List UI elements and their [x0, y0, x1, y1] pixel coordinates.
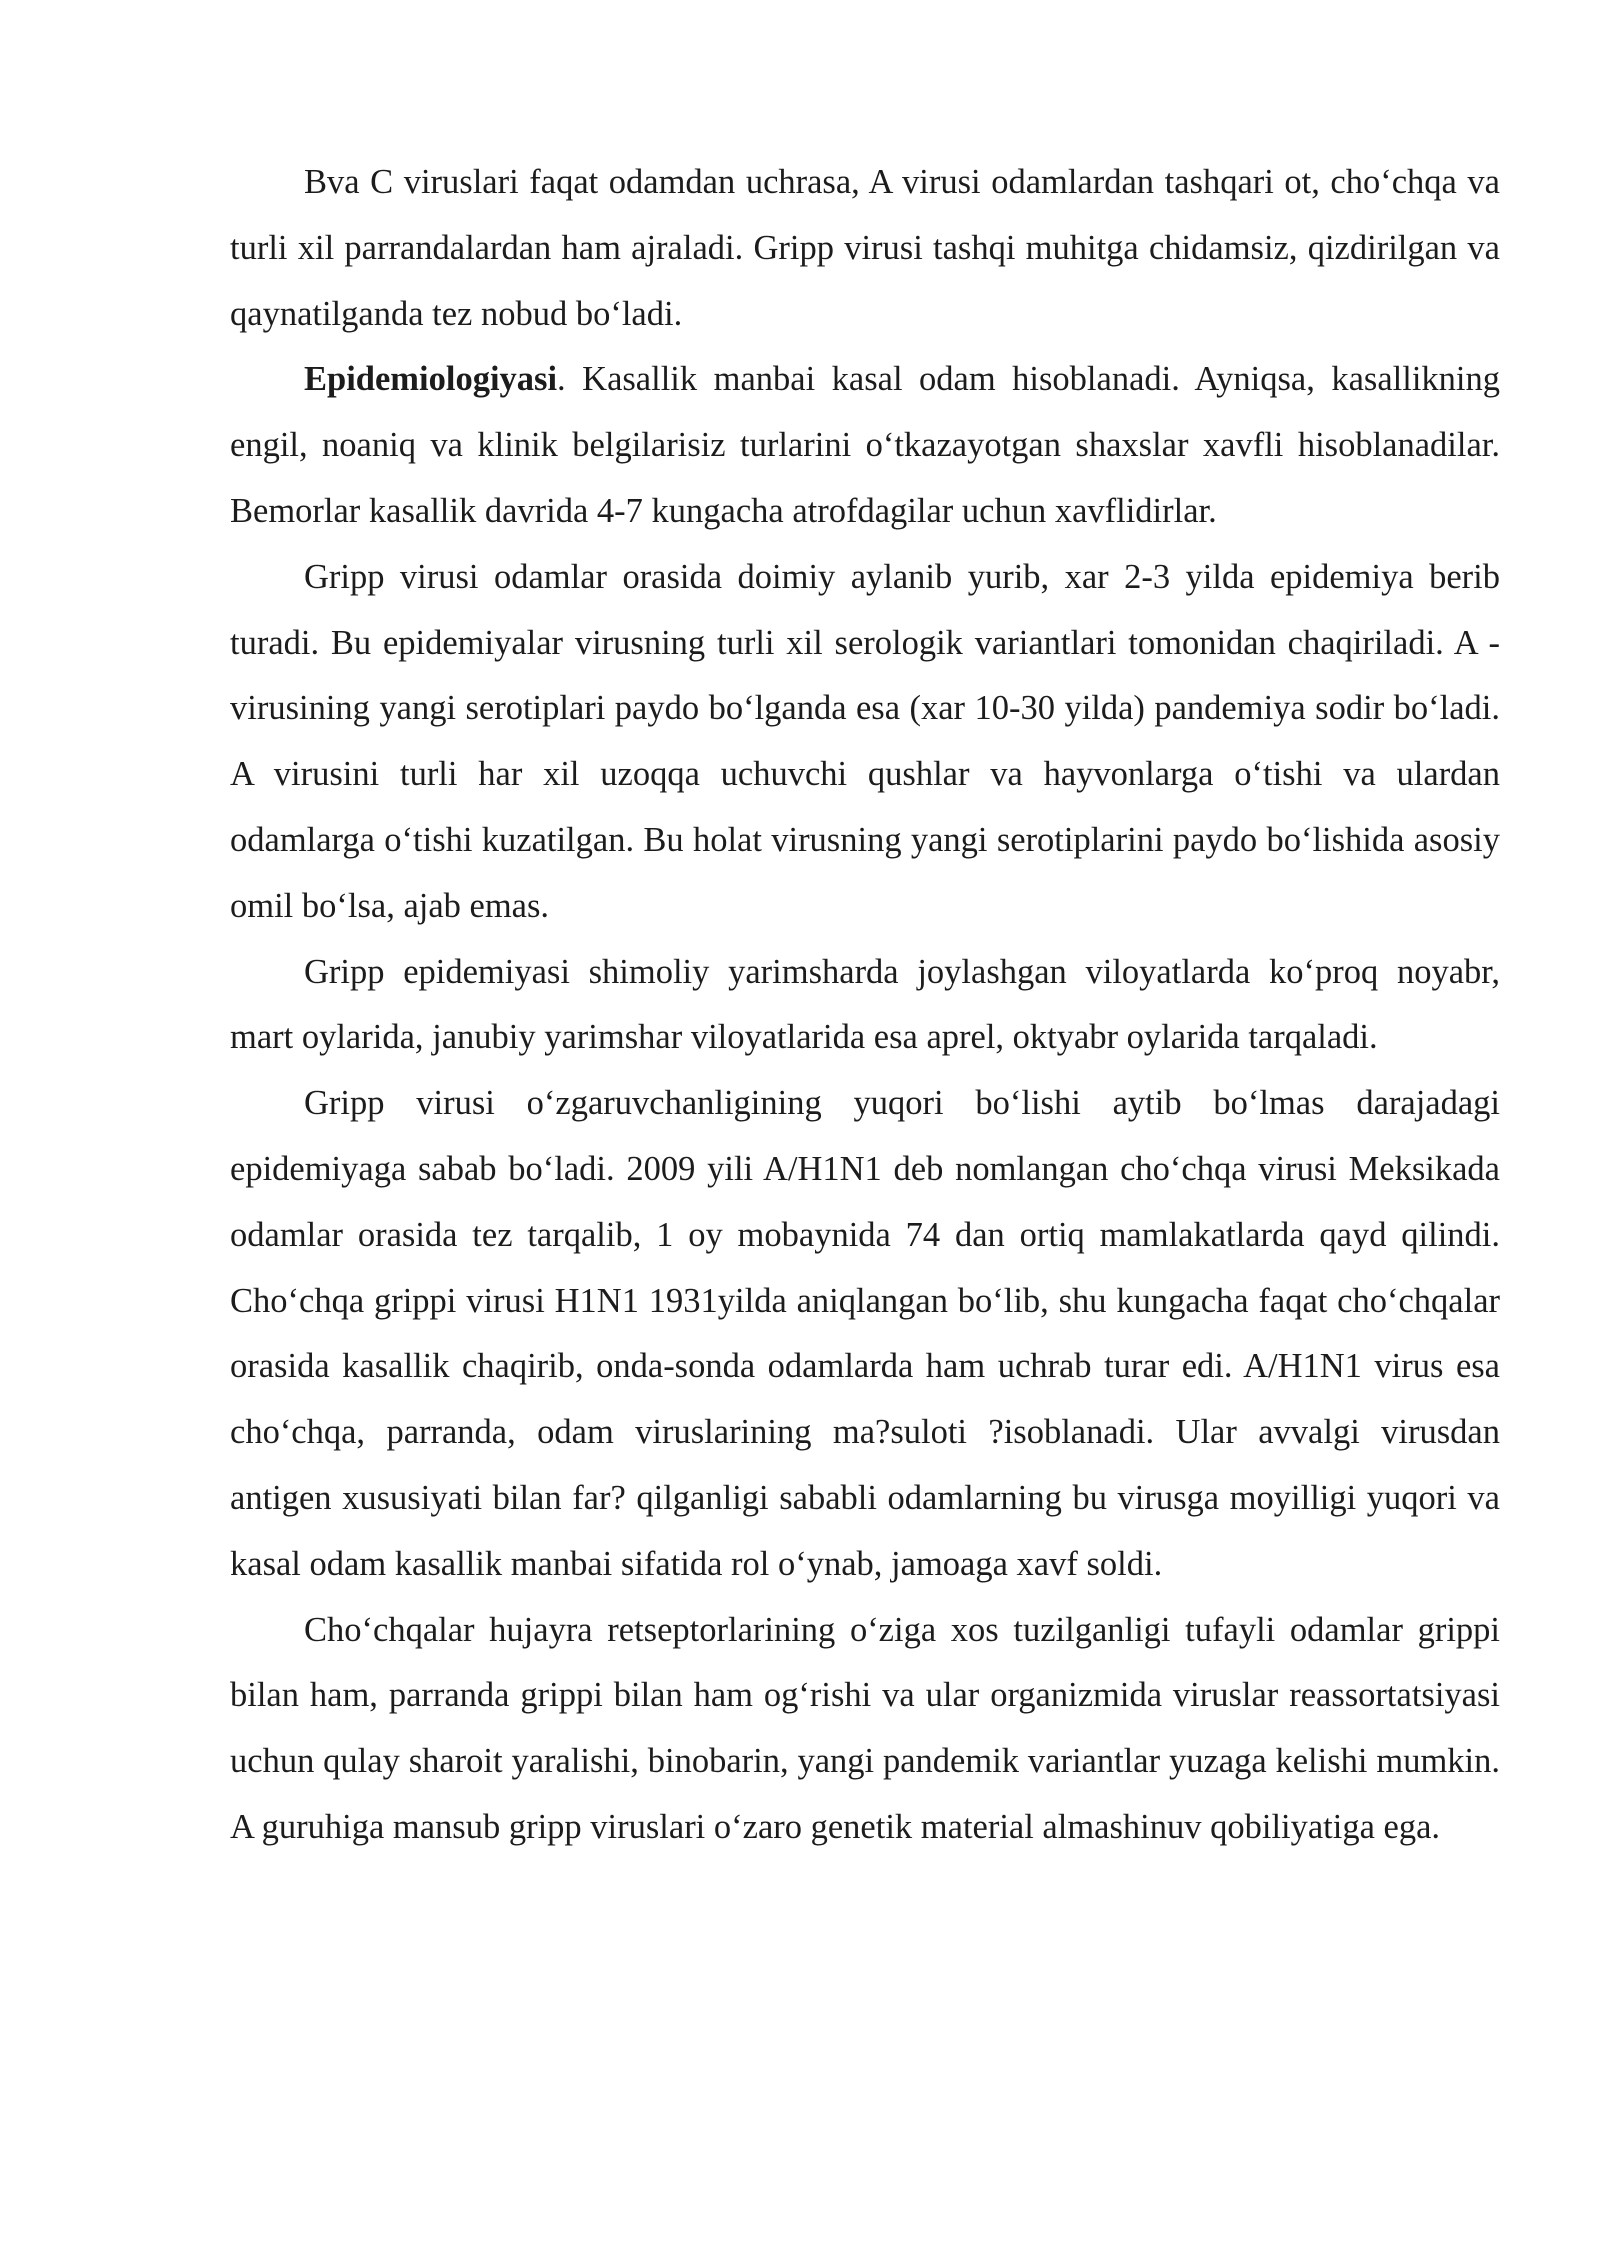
- paragraph-text: Gripp virusi odamlar orasida doimiy aylanib yurib, xar 2-3 yilda epidemiya berib turadi. Bu epidemiyalar virusning turli xil serologik variantlari tomonidan chaqiriladi. A - virusining yangi serotiplari paydo bo‘lganda esa (xar 10-30 yilda) pandemiya sodir bo‘ladi. A virusini turli har xil uzoqqa uchuvchi qushlar va hayvonlarga o‘tishi va ulardan odamlarga o‘tishi kuzatilgan. Bu holat virusning yangi serotiplarini paydo bo‘lishida asosiy omil bo‘lsa, ajab emas.: [230, 557, 1500, 925]
- paragraph-text: . Kasallik manbai kasal odam hisoblanadi. Ayniqsa, kasallikning engil, noaniq va klinik belgilarisiz turlarini o‘tkazayotgan shaxslar xavfli hisoblanadilar. Bemorlar kasallik davrida 4-7 kungacha atrofdagilar uchun xavflidirlar.: [230, 360, 1500, 530]
- document-page: [230, 150, 1500, 1861]
- paragraph-h1n1: [230, 1071, 1500, 1597]
- paragraph-circulation: [230, 545, 1500, 940]
- paragraph-seasonality: [230, 940, 1500, 1072]
- paragraph-epidemiology: [230, 347, 1500, 544]
- paragraph-text: Bva C viruslari faqat odamdan uchrasa, A virusi odamlardan tashqari ot, cho‘chqa va turli xil parrandalardan ham ajraladi. Gripp virusi tashqi muhitga chidamsiz, qizdirilgan va qaynatilganda tez nobud bo‘ladi.: [230, 163, 1500, 333]
- paragraph-text: Gripp virusi o‘zgaruvchanligining yuqori bo‘lishi aytib bo‘lmas darajadagi epidemiyaga sabab bo‘ladi. 2009 yili A/H1N1 deb nomlangan cho‘chqa virusi Meksikada odamlar orasida tez tarqalib, 1 oy mobaynida 74 dan ortiq mamlakatlarda qayd qilindi. Cho‘chqa grippi virusi H1N1 1931yilda aniqlangan bo‘lib, shu kungacha faqat cho‘chqalar orasida kasallik chaqirib, onda-sonda odamlarda ham uchrab turar edi. A/H1N1 virus esa cho‘chqa, parranda, odam viruslarining ma?suloti ?isoblanadi. Ular avvalgi virusdan antigen xususiyati bilan far? qilganligi sababli odamlarning bu virusga moyilligi yuqori va kasal odam kasallik manbai sifatida rol o‘ynab, jamoaga xavf soldi.: [230, 1084, 1500, 1583]
- section-heading-epidemiology: Epidemiologiyasi: [304, 360, 558, 399]
- paragraph-text: Cho‘chqalar hujayra retseptorlarining o‘ziga xos tuzilganligi tufayli odamlar grippi bilan ham, parranda grippi bilan ham og‘rishi va ular organizmida viruslar reassortatsiyasi uchun qulay sharoit yaralishi, binobarin, yangi pandemik variantlar yuzaga kelishi mumkin. A guruhiga mansub gripp viruslari o‘zaro genetik material almashinuv qobiliyatiga ega.: [230, 1610, 1500, 1846]
- paragraph-text: Gripp epidemiyasi shimoliy yarimsharda joylashgan viloyatlarda ko‘proq noyabr, mart oylarida, janubiy yarimshar viloyatlarida esa aprel, oktyabr oylarida tarqaladi.: [230, 952, 1500, 1057]
- paragraph-viruses: [230, 150, 1500, 347]
- paragraph-reassortment: [230, 1598, 1500, 1861]
